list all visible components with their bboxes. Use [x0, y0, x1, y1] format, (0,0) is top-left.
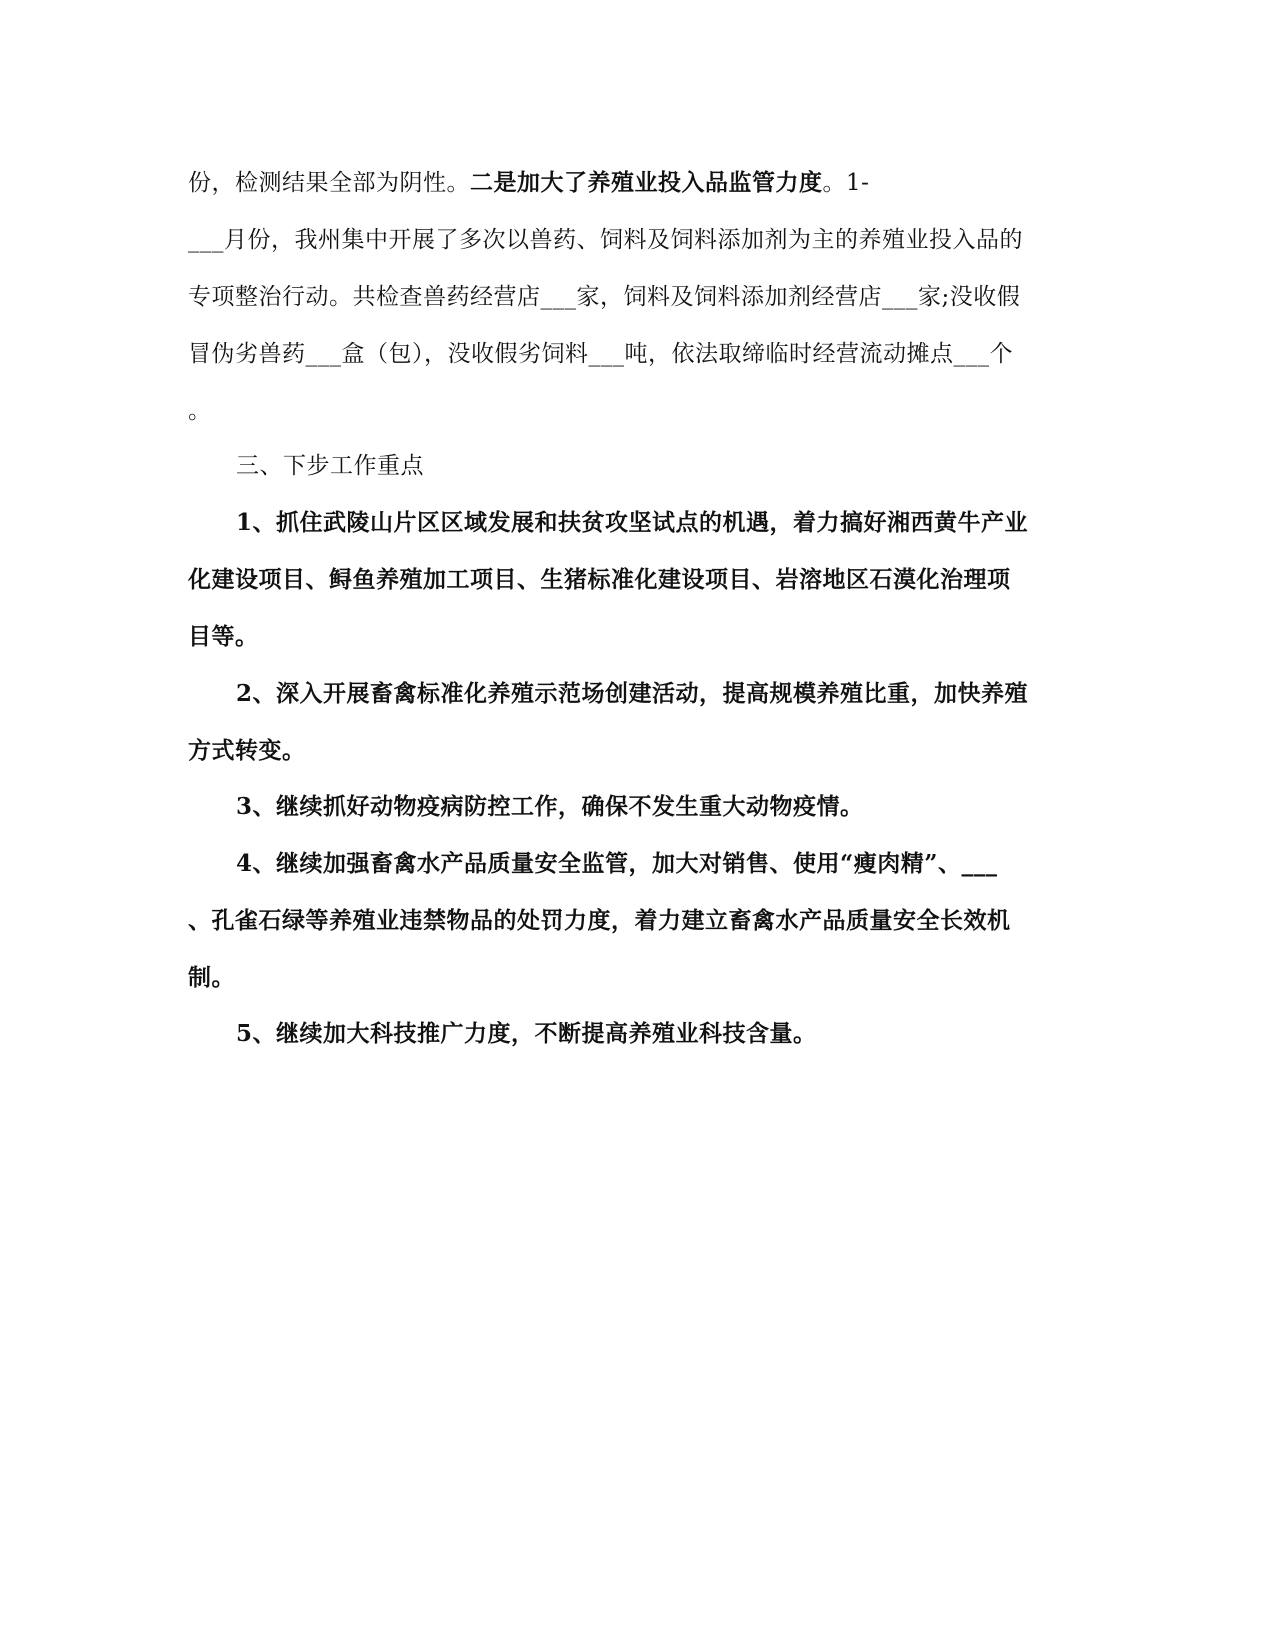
paragraph-line: 专项整治行动。共检查兽药经营店___家，饲料及饲料添加剂经营店___家;没收假 [188, 284, 1021, 310]
paragraph-line: 冒伪劣兽药___盒（包），没收假劣饲料___吨，依法取缔临时经营流动摊点___个 [188, 341, 1013, 367]
list-item-line: 4、继续加强畜禽水产品质量安全监管，加大对销售、使用“瘦肉精”、___ [236, 850, 998, 877]
list-item-line: 化建设项目、鲟鱼养殖加工项目、生猪标准化建设项目、岩溶地区石漠化治理项 [188, 566, 1011, 593]
bold-text-span: 二是加大了养殖业投入品监管力度 [470, 169, 823, 196]
list-item-line: 制。 [188, 964, 235, 991]
list-item-line: 1、抓住武陵山片区区域发展和扶贫攻坚试点的机遇，着力搞好湘西黄牛产业 [236, 509, 1029, 536]
list-item-line: 目等。 [188, 623, 259, 650]
paragraph-line [188, 168, 1088, 198]
section-heading: 三、下步工作重点 [236, 453, 424, 479]
list-item-line: 5、继续加大科技推广力度，不断提高养殖业科技含量。 [236, 1020, 817, 1047]
list-item-line: 2、深入开展畜禽标准化养殖示范场创建活动，提高规模养殖比重，加快养殖 [236, 680, 1029, 707]
paragraph-line: 。 [188, 398, 212, 424]
paragraph-line: ___月份，我州集中开展了多次以兽药、饲料及饲料添加剂为主的养殖业投入品的 [188, 227, 1023, 253]
list-item-line: 3、继续抓好动物疫病防控工作，确保不发生重大动物疫情。 [236, 793, 864, 820]
text-span: 份，检测结果全部为阴性。 [188, 170, 470, 196]
list-item-line: 方式转变。 [188, 737, 306, 764]
list-item-line: 、孔雀石绿等养殖业违禁物品的处罚力度，着力建立畜禽水产品质量安全长效机 [188, 907, 1011, 934]
text-span: 。1- [822, 170, 870, 196]
